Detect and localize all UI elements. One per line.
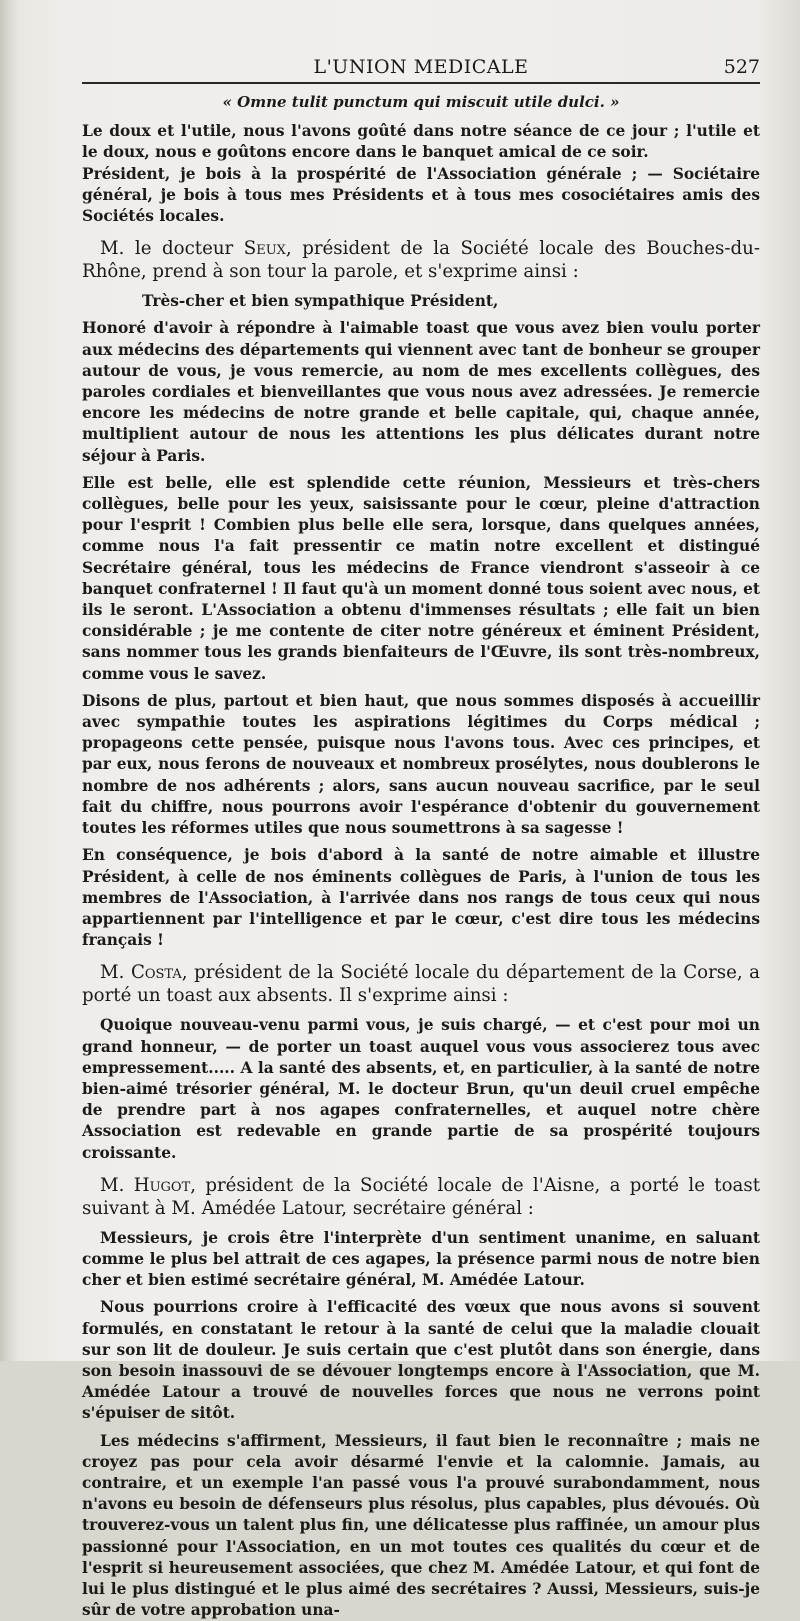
paragraph: En conséquence, je bois d'abord à la santé de notre aimable et illustre Président, à celle de nos éminents collègues de Paris, à l'union de tous les membres de l'Association, à l'arrivée dans nos rangs de tous ceux qui nous appartiennent par l'intelligence et par le cœur, c'est dire tous les médecins français !	[82, 846, 760, 950]
speaker-name: Costa	[130, 962, 182, 984]
page-header	[82, 52, 760, 84]
paragraph: Disons de plus, partout et bien haut, que nous sommes disposés à accueillir avec sympathie toutes les aspirations légitimes du Corps médical ; propageons cette pensée, puisque nous l'avons tous. Avec ces principes, et par eux, nous ferons de nouveaux et nombreux prosélytes, nous doublerons le nombre de nos adhérents ; alors, sans aucun nouveau sacrifice, par le seul fait du chiffre, nous pourrons avoir l'espérance d'obtenir du gouvernement toutes les réformes utiles que nous soumettrons à sa sagesse !	[82, 691, 760, 838]
intro-prefix: M.	[100, 962, 131, 984]
intro-suffix: , président de la Société locale de l'Aisne, a porté le toast suivant à M. Amédée Latour, secrétaire général :	[82, 1174, 760, 1219]
intro-prefix: M.	[100, 1174, 134, 1196]
paragraph: Quoique nouveau-venu parmi vous, je suis chargé, — et c'est pour moi un grand honneur, — de porter un toast auquel vous vous associerez tous avec empressement..... A la santé des absents, et, en particulier, à la santé de notre bien-aimé trésorier général, M. le docteur Brun, qu'un deuil cruel empêche de prendre part à nos agapes confraternelles, et auquel notre chère Association est redevable en grande partie de sa prospérité toujours croissante.	[82, 1016, 760, 1162]
paragraph: Nous pourrions croire à l'efficacité des vœux que nous avons si souvent formulés, en constatant le retour à la santé de celui que la maladie clouait sur son lit de douleur. Je suis certain que c'est plutôt dans son énergie, dans son besoin inassouvi de se dévouer longtemps encore à l'Association, que M. Amédée Latour a trouvé de nouvelles forces que nous ne verrons point s'épuiser de sitôt.	[82, 1298, 760, 1423]
intro-suffix: , président de la Société locale des Bouches-du-Rhône, prend à son tour la parole, et s'exprime ainsi :	[82, 238, 760, 283]
speaker-intro-hugot	[82, 1174, 760, 1220]
paragraph: Elle est belle, elle est splendide cette réunion, Messieurs et très-chers collègues, belle pour les yeux, saisissante pour le cœur, pleine d'attraction pour l'esprit ! Combien plus belle elle sera, lorsque, dans quelques années, comme nous l'a fait pressentir ce matin notre excellent et distingué Secrétaire général, tous les médecins de France viendront s'asseoir à ce banquet confraternel ! Il faut qu'à un moment donné tous soient avec nous, et ils le seront. L'Association a obtenu d'immenses résultats ; elle fait un bien considérable ; je me contente de citer notre généreux et éminent Président, sans nommer tous les grands bienfaiteurs de l'Œuvre, ils sont très-nombreux, comme vous le savez.	[82, 473, 760, 683]
speaker-intro-seux	[82, 237, 760, 283]
intro-prefix: M. le docteur	[100, 238, 244, 260]
paragraph: Honoré d'avoir à répondre à l'aimable toast que vous avez bien voulu porter aux médecins des départements qui viennent avec tant de bonheur se grouper autour de vous, je vous remercie, au nom de mes excellents collègues, des paroles cordiales et bienveillantes que vous nous avez adressées. Je remercie encore les médecins de notre grande et belle capitale, qui, chaque année, multiplient autour de nous les attentions les plus délicates durant notre séjour à Paris.	[82, 319, 760, 465]
speaker-name: Hugot	[133, 1174, 191, 1196]
speaker-intro-costa	[82, 961, 760, 1007]
running-title: L'UNION MEDICALE	[313, 56, 529, 78]
motto-quote: « Omne tulit punctum qui miscuit utile dulci. »	[222, 93, 620, 111]
paragraph: Messieurs, je crois être l'interprète d'un sentiment unanime, en saluant comme le plus bel attrait de ces agapes, la présence parmi nous de notre bien cher et bien estimé secrétaire général, M. Amédée Latour.	[82, 1228, 760, 1290]
speaker-name: Seux	[243, 238, 286, 260]
paragraph: Le doux et l'utile, nous l'avons goûté dans notre séance de ce jour ; l'utile et le doux, nous e goûtons encore dans le banquet amical de ce soir.	[82, 122, 760, 162]
paragraph: Les médecins s'affirment, Messieurs, il faut bien le reconnaître ; mais ne croyez pas pour cela avoir désarmé l'envie et la calomnie. Jamais, au contraire, et un exemple l'an passé vous l'a prouvé surabondamment, nous n'avons eu besoin de défenseurs plus résolus, plus capables, plus dévoués. Où trouverez-vous un talent plus fin, une délicatesse plus raffinée, un amour plus passionné pour l'Association, en un mot toutes ces qualités du cœur et de l'esprit si heureusement associées, que chez M. Amédée Latour, et qui font de lui le plus distingué et le plus aimé des secrétaires ? Aussi, Messieurs, suis-je sûr de votre approbation una-	[82, 1431, 760, 1620]
article-body	[82, 92, 760, 1621]
salutation: Très-cher et bien sympathique Président,	[142, 292, 499, 311]
paragraph: Président, je bois à la prospérité de l'Association générale ; — Sociétaire général, je bois à tous mes Présidents et à tous mes cosociétaires amis des Sociétés locales.	[82, 164, 760, 226]
page-number: 527	[723, 56, 760, 78]
intro-suffix: , président de la Société locale du département de la Corse, a porté un toast aux absents. Il s'exprime ainsi :	[82, 962, 761, 1007]
